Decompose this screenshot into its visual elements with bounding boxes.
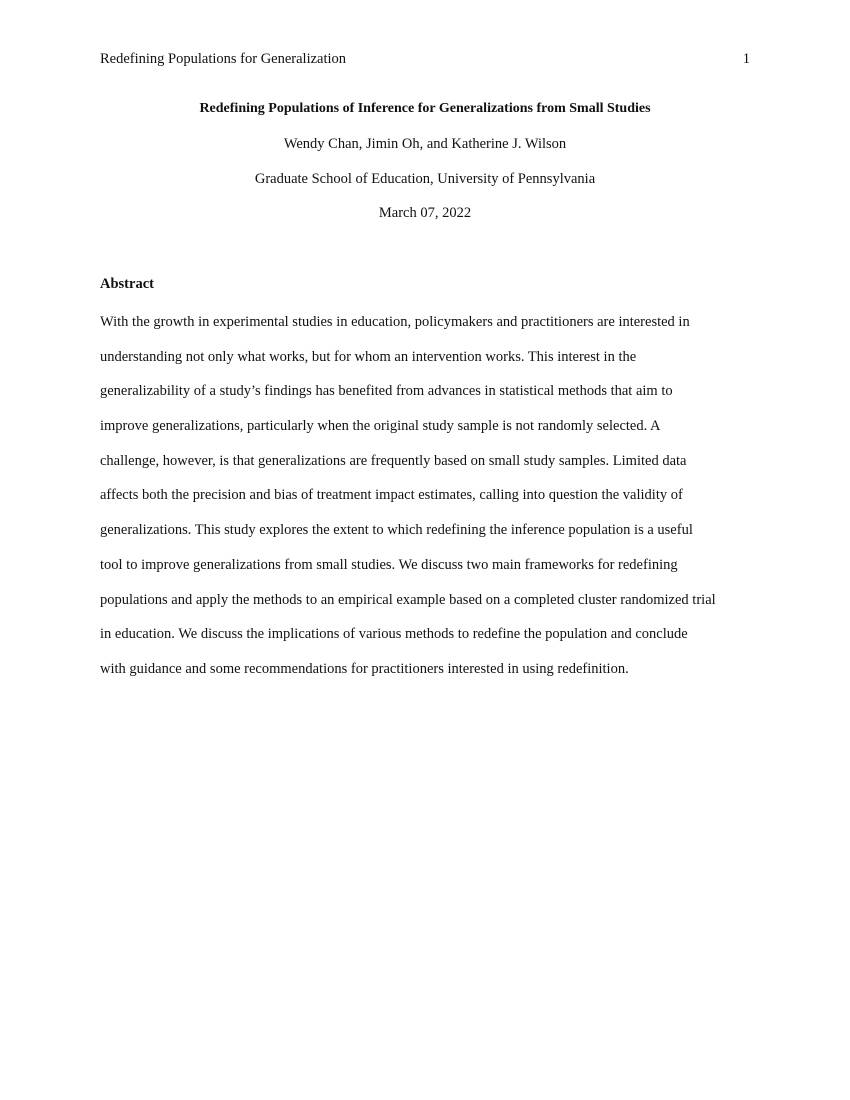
abstract-line: understanding not only what works, but for whom an intervention works. This interest in the xyxy=(100,348,637,365)
abstract-line: challenge, however, is that generalizations are frequently based on small study samples. Limited data xyxy=(100,452,687,469)
abstract-line: With the growth in experimental studies in education, policymakers and practitioners are interested in xyxy=(100,314,690,330)
abstract-line: generalizations. This study explores the extent to which redefining the inference population is a useful xyxy=(100,522,693,539)
abstract-line: affects both the precision and bias of treatment impact estimates, calling into question the validity of xyxy=(100,487,683,504)
abstract-line: tool to improve generalizations from small studies. We discuss two main frameworks for redefining xyxy=(100,556,678,573)
abstract-line: generalizability of a study’s findings has benefited from advances in statistical methods that aim to xyxy=(100,383,673,400)
running-head: Redefining Populations for Generalization xyxy=(100,51,347,67)
abstract-body xyxy=(100,312,760,694)
page-header xyxy=(100,51,750,68)
date: March 07, 2022 xyxy=(378,205,472,221)
affiliation: Graduate School of Education, University of Pennsylvania xyxy=(254,171,596,187)
paper-title: Redefining Populations of Inference for Generalizations from Small Studies xyxy=(199,101,651,116)
abstract-line: in education. We discuss the implications of various methods to redefine the population and conclude xyxy=(100,626,688,643)
abstract-line: populations and apply the methods to an empirical example based on a completed cluster randomized trial xyxy=(100,591,716,608)
abstract-line: improve generalizations, particularly when the original study sample is not randomly selected. A xyxy=(100,418,661,435)
page-number: 1 xyxy=(742,51,750,67)
abstract-line: with guidance and some recommendations for practitioners interested in using redefinition. xyxy=(100,660,629,677)
authors: Wendy Chan, Jimin Oh, and Katherine J. Wilson xyxy=(283,136,567,152)
abstract-heading: Abstract xyxy=(100,276,154,292)
